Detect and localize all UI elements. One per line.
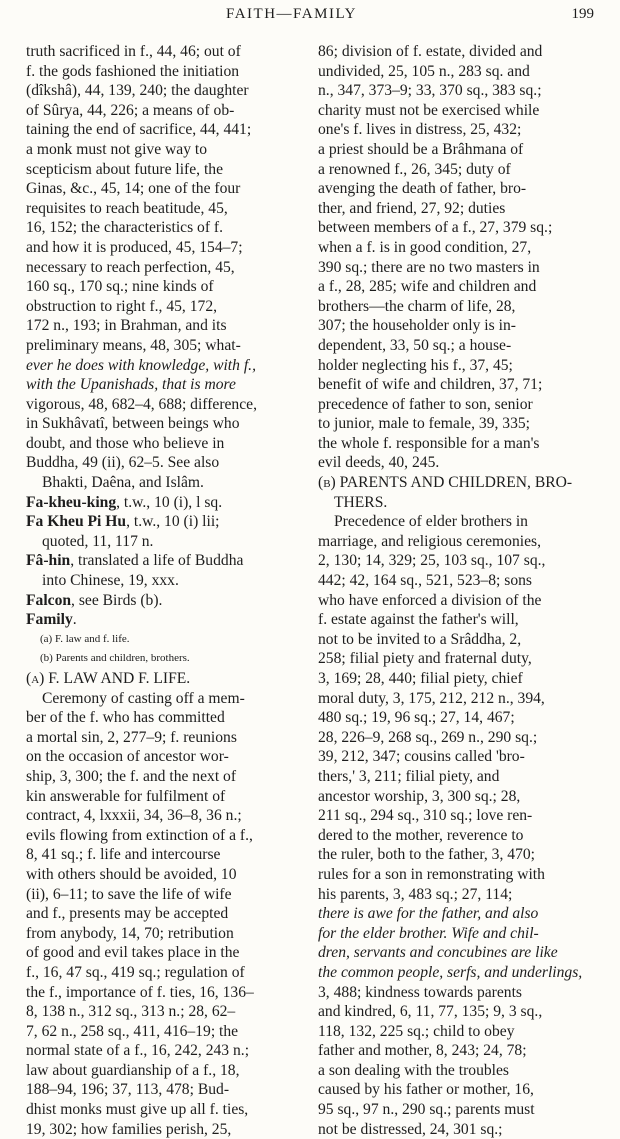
text-line: ship, 3, 300; the f. and the next of	[26, 767, 237, 785]
text-line: a f., 28, 285; wife and children and	[318, 278, 537, 296]
text-line: evils flowing from extinction of a f.,	[26, 826, 253, 844]
text-line: a monk must not give way to	[26, 140, 208, 158]
text-line: to junior, male to female, 39, 335;	[318, 415, 531, 433]
text-line: 2, 130; 14, 329; 25, 103 sq., 107 sq.,	[318, 552, 546, 570]
text-line: precedence of father to son, senior	[318, 395, 533, 413]
index-entry: Family.	[26, 611, 77, 629]
section-heading: THERS.	[334, 493, 388, 511]
text-line: when a f. is in good condition, 27,	[318, 238, 532, 256]
text-line: with the Upanishads, that is more	[26, 376, 236, 394]
text-line: ancestor worship, 3, 300 sq.; 28,	[318, 787, 521, 805]
text-line: father and mother, 8, 243; 24, 78;	[318, 1042, 527, 1060]
text-line: 95 sq., 97 n., 290 sq.; parents must	[318, 1101, 535, 1119]
text-line: (a) F. law and f. life.	[40, 632, 130, 645]
text-line: 28, 226–9, 268 sq., 269 n., 290 sq.;	[318, 728, 538, 746]
text-line: evil deeds, 40, 245.	[318, 454, 440, 472]
text-line: (dîkshâ), 44, 139, 240; the daughter	[26, 82, 249, 100]
text-line: requisites to reach beatitude, 45,	[26, 199, 228, 217]
text-line: vigorous, 48, 682–4, 688; difference,	[26, 395, 257, 413]
text-line: 480 sq.; 19, 96 sq.; 27, 14, 467;	[318, 709, 515, 727]
text-line: and how it is produced, 45, 154–7;	[26, 238, 243, 256]
text-line: not be distressed, 24, 301 sq.;	[318, 1120, 503, 1138]
text-line: undivided, 25, 105 n., 283 sq. and	[318, 62, 530, 80]
text-line: a renowned f., 26, 345; duty of	[318, 160, 511, 178]
text-line: 8, 138 n., 312 sq., 313 n.; 28, 62–	[26, 1003, 236, 1021]
section-heading: (b) PARENTS AND CHILDREN, BRO-	[318, 474, 573, 492]
text-line: and kindred, 6, 11, 77, 135; 9, 3 sq.,	[318, 1003, 543, 1021]
text-line: his parents, 3, 483 sq.; 27, 114;	[318, 885, 513, 903]
page-number: 199	[571, 6, 594, 22]
text-line: in Sukhâvatî, between beings who	[26, 415, 240, 433]
left-column	[26, 42, 301, 1139]
section-heading: (a) F. LAW AND F. LIFE.	[26, 670, 191, 687]
text-line: dhist monks must give up all f. ties,	[26, 1101, 249, 1119]
text-line: 3, 488; kindness towards parents	[318, 983, 522, 1001]
text-line: 258; filial piety and fraternal duty,	[318, 650, 532, 668]
text-line: dependent, 33, 50 sq.; a house-	[318, 336, 512, 354]
text-line: 7, 62 n., 258 sq., 411, 416–19; the	[26, 1022, 239, 1040]
text-line: 160 sq., 170 sq.; nine kinds of	[26, 278, 214, 296]
page-header	[0, 6, 620, 28]
text-line: taining the end of sacrifice, 44, 441;	[26, 121, 252, 139]
text-line: ber of the f. who has committed	[26, 709, 225, 727]
text-line: n., 347, 373–9; 33, 370 sq., 383 sq.;	[318, 82, 542, 100]
text-line: and f., presents may be accepted	[26, 905, 229, 923]
text-line: moral duty, 3, 175, 212, 212 n., 394,	[318, 689, 545, 707]
text-line: avenging the death of father, bro-	[318, 180, 527, 198]
text-line: 118, 132, 225 sq.; child to obey	[318, 1022, 515, 1040]
text-line: quoted, 11, 117 n.	[42, 532, 154, 550]
text-line: the f., importance of f. ties, 16, 136–	[26, 983, 254, 1001]
text-line: (b) Parents and children, brothers.	[40, 652, 190, 665]
text-line: a priest should be a Brâhmana of	[318, 140, 524, 158]
index-entry: Fa Kheu Pi Hu, t.w., 10 (i) lii;	[26, 513, 220, 531]
text-line: law about guardianship of a f., 18,	[26, 1061, 240, 1079]
index-entry: Falcon, see Birds (b).	[26, 591, 163, 609]
right-column	[318, 42, 594, 1139]
text-line: of Sûrya, 44, 226; a means of ob-	[26, 101, 235, 119]
text-line: 3, 169; 28, 440; filial piety, chief	[318, 670, 523, 687]
text-line: f. estate against the father's will,	[318, 611, 519, 629]
text-line: 211 sq., 294 sq., 310 sq.; love ren-	[318, 807, 533, 825]
text-line: 172 n., 193; in Brahman, and its	[26, 317, 227, 335]
text-line: rules for a son in remonstrating with	[318, 865, 545, 883]
text-line: Ginas, &c., 45, 14; one of the four	[26, 180, 241, 198]
text-line: scepticism about future life, the	[26, 160, 224, 178]
text-line: dren, servants and concubines are like	[318, 944, 558, 962]
text-line: charity must not be exercised while	[318, 101, 540, 119]
running-title: FAITH—FAMILY	[226, 6, 357, 22]
text-line: the ruler, both to the father, 3, 470;	[318, 846, 536, 864]
text-line: Ceremony of casting off a mem-	[42, 689, 245, 707]
text-line: 188–94, 196; 37, 113, 478; Bud-	[26, 1081, 230, 1099]
text-line: from anybody, 14, 70; retribution	[26, 924, 234, 942]
text-line: f. the gods fashioned the initiation	[26, 62, 240, 80]
index-entry: Fâ-hin, translated a life of Buddha	[26, 552, 244, 570]
text-line: one's f. lives in distress, 25, 432;	[318, 121, 522, 139]
text-line: into Chinese, 19, xxx.	[42, 572, 179, 590]
text-line: 19, 302; how families perish, 25,	[26, 1120, 232, 1138]
text-line: truth sacrificed in f., 44, 46; out of	[26, 43, 241, 60]
text-line: brothers—the charm of life, 28,	[318, 297, 516, 315]
text-line: between members of a f., 27, 379 sq.;	[318, 219, 553, 237]
text-line: f., 16, 47 sq., 419 sq.; regulation of	[26, 963, 245, 981]
text-line: holder neglecting his f., 37, 45;	[318, 356, 513, 374]
text-line: doubt, and those who believe in	[26, 434, 225, 452]
text-line: normal state of a f., 16, 242, 243 n.;	[26, 1042, 250, 1060]
text-line: obstruction to right f., 45, 172,	[26, 297, 218, 315]
text-line: 8, 41 sq.; f. life and intercourse	[26, 846, 221, 864]
text-line: ther, and friend, 27, 92; duties	[318, 199, 506, 217]
text-line: 16, 152; the characteristics of f.	[26, 219, 224, 237]
text-line: 86; division of f. estate, divided and	[318, 43, 543, 60]
text-line: marriage, and religious ceremonies,	[318, 532, 541, 550]
text-line: Bhakti, Daêna, and Islâm.	[42, 474, 204, 492]
text-line: (ii), 6–11; to save the life of wife	[26, 885, 232, 903]
text-line: with others should be avoided, 10	[26, 865, 237, 883]
text-line: Buddha, 49 (ii), 62–5. See also	[26, 454, 220, 472]
text-line: necessary to reach perfection, 45,	[26, 258, 235, 276]
text-line: preliminary means, 48, 305; what-	[26, 336, 241, 354]
text-line: there is awe for the father, and also	[318, 905, 539, 923]
text-line: not to be invited to a Srâddha, 2,	[318, 630, 522, 648]
text-line: thers,' 3, 211; filial piety, and	[318, 767, 500, 785]
text-line: for the elder brother. Wife and chil-	[318, 924, 539, 942]
text-line: on the occasion of ancestor wor-	[26, 748, 229, 766]
text-line: 442; 42, 164 sq., 521, 523–8; sons	[318, 572, 532, 590]
text-line: a son dealing with the troubles	[318, 1061, 509, 1079]
text-line: of good and evil takes place in the	[26, 944, 240, 962]
index-entry: Fa-kheu-king, t.w., 10 (i), l sq.	[26, 493, 223, 511]
text-line: ever he does with knowledge, with f.,	[26, 356, 256, 374]
text-line: 307; the householder only is in-	[318, 317, 516, 335]
text-line: a mortal sin, 2, 277–9; f. reunions	[26, 728, 237, 746]
text-line: the common people, serfs, and underlings,	[318, 963, 583, 981]
text-line: benefit of wife and children, 37, 71;	[318, 376, 543, 394]
text-line: kin answerable for fulfilment of	[26, 787, 226, 805]
text-line: 390 sq.; there are no two masters in	[318, 258, 540, 276]
text-line: 39, 212, 347; cousins called 'bro-	[318, 748, 525, 766]
text-line: contract, 4, lxxxii, 34, 36–8, 36 n.;	[26, 807, 242, 825]
text-line: the whole f. responsible for a man's	[318, 434, 540, 452]
text-line: dered to the mother, reverence to	[318, 826, 524, 844]
text-line: Precedence of elder brothers in	[334, 513, 528, 531]
text-line: caused by his father or mother, 16,	[318, 1081, 534, 1099]
text-line: who have enforced a division of the	[318, 591, 542, 609]
